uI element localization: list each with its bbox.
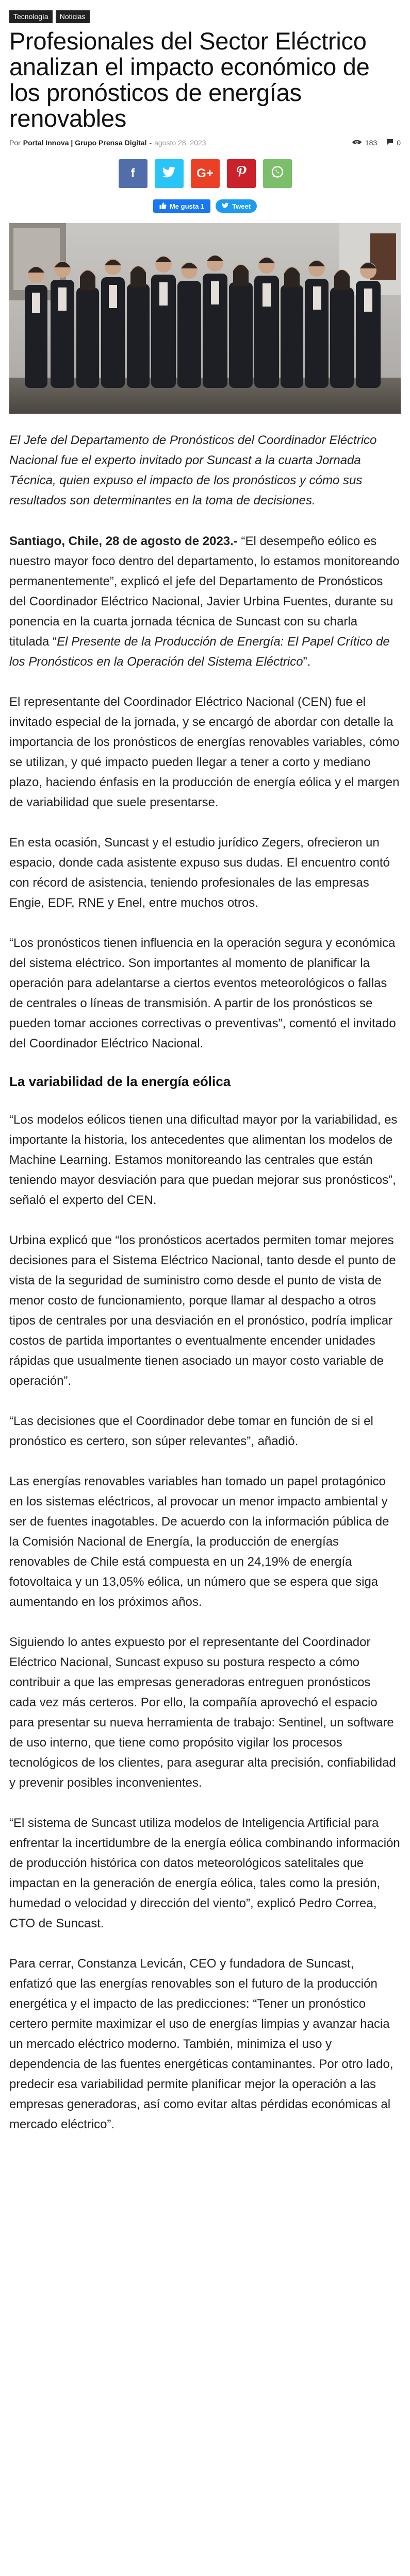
pinterest-share-button[interactable] [227,159,256,188]
paragraph-text: ”. [303,655,311,669]
paragraph-text: “El desempeño eólico es nuestro mayor foco dentro del departamento, lo estamos monitoreando permanentemente”, explicó el jefe del Departamento de Pronósticos del Coordinador Eléctrico Nacional, Javier Urbina Fuentes, durante su ponencia en la cuarta jornada técnica de Suncast con su charla titulada “ [9,534,400,649]
googleplus-icon: G+ [196,166,214,180]
category-tag-noticias[interactable]: Noticias [56,10,90,23]
category-tags [9,10,401,23]
byline [9,139,209,147]
article-paragraph: “Los modelos eólicos tienen una dificultad mayor por la variabilidad, es importante la historia, los antecedentes que alimentan los modelos de Machine Learning. Estamos monitoreando las centrales que están teniendo mayor desviación para que puedan mejorar sus pronósticos”, señaló el experto del CEN. [9,1113,398,1207]
article-lead: El Jefe del Departamento de Pronósticos del Coordinador Eléctrico Nacional fue el experto invitado por Suncast a la cuarta Jornada Técnica, quien expuso el impacto de los pronósticos y cómo sus resultados son determinantes en la toma de decisiones. [9,433,377,507]
comments-counter[interactable] [386,139,401,147]
article-paragraph: En esta ocasión, Suncast y el estudio jurídico Zegers, ofrecieron un espacio, donde cada asistente expuso sus dudas. El encuentro contó con récord de asistencia, teniendo profesionales de las empresas Engie, EDF, RNE y Enel, entre muchos otros. [9,836,390,910]
whatsapp-icon [271,165,284,182]
article-paragraph: “El sistema de Suncast utiliza modelos de Inteligencia Artificial para enfrentar la incertidumbre de la energía eólica combinando información de producción histórica con datos meteorológicos satelitales que impactan en la generación de energía eólica, tales como la presión, humedad o velocidad y dirección del viento”, explicó Pedro Correa, CTO de Suncast. [9,1816,400,1930]
talk-title: El Presente de la Producción de Energía: El Papel Crítico de los Pronósticos en la Operación del Sistema Eléctrico [9,635,390,669]
article-photo [9,223,401,414]
thumbs-up-icon [159,202,167,211]
section-heading: La variabilidad de la energía eólica [9,1074,231,1089]
publish-date: agosto 28, 2023 [154,139,206,147]
views-count: 183 [365,139,378,147]
article-paragraph: El representante del Coordinador Eléctrico Nacional (CEN) fue el invitado especial de la jornada, y se encargó de abordar con detalle la importancia de los pronósticos de energías renovables variables, cómo se utilizan, y qué impacto pueden llegar a tener a corto y mediano plazo, haciendo énfasis en la producción de energía eólica y el margen de variabilidad que suele presentarse. [9,695,400,809]
article-paragraph: Siguiendo lo antes expuesto por el representante del Coordinador Eléctrico Nacional, Suncast expuso su postura respecto a cómo contribuir a que las empresas generadoras entreguen pronósticos cada vez más certeros. Por ello, la compañía aprovechó el espacio para presentar su nueva herramienta de trabajo: Sentinel, un software de uso interno, que tiene como propósito vigilar los procesos tecnológicos de los clientes, para asegurar alta precisión, confiabilidad y prevenir posibles inconvenientes. [9,1635,396,1790]
facebook-share-button[interactable] [119,159,147,188]
byline-prefix: Por [9,139,21,147]
whatsapp-share-button[interactable] [263,159,292,188]
article-title: Profesionales del Sector Eléctrico analizan el impacto económico de los pronósticos de energías renovables [9,27,370,132]
dateline: Santiago, Chile, 28 de agosto de 2023.- [9,534,238,548]
article-body [9,531,401,2134]
tweet-button[interactable] [216,199,257,213]
article-stats [352,139,401,147]
views-counter [352,139,377,147]
eye-icon [352,139,362,147]
tweet-label: Tweet [232,202,251,210]
byline-separator: - [149,139,152,147]
social-widgets [9,199,401,213]
comments-count: 0 [397,139,401,147]
article-paragraph: Urbina explicó que “los pronósticos acertados permiten tomar mejores decisiones para el Sistema Eléctrico Nacional, tanto desde el punto de vista de la seguridad de suministro como desde el punto de vista de menor costo de funcionamiento, porque llamar al despacho a otros tipos de centrales por una desviación en el pronóstico, podría implicar costos de partida importantes o eventualmente encender unidades rápidas que usualmente tienen asociado un mayor costo variable de operación”. [9,1233,396,1388]
twitter-icon [162,166,176,181]
twitter-bird-icon [222,202,229,210]
article-paragraph: Las energías renovables variables han tomado un papel protagónico en los sistemas eléctricos, al provocar un menor impacto ambiental y ser de fuentes inagotables. De acuerdo con la información pública de la Comisión Nacional de Energía, la producción de energías renovables de Chile está compuesta en un 24,19% de energía fotovoltaica y un 13,05% eólica, un número que se espera que siga aumentando en los próximos años. [9,1475,389,1609]
comment-icon [386,139,393,147]
article-paragraph [9,531,401,672]
share-buttons [9,159,401,188]
pinterest-icon [236,165,247,182]
googleplus-share-button[interactable] [191,159,220,188]
category-tag-tecnologia[interactable]: Tecnología [9,10,53,23]
article-paragraph: Para cerrar, Constanza Levicán, CEO y fundadora de Suncast, enfatizó que las energías renovables son el futuro de la producción energética y el impacto de las predicciones: “Tener un pronóstico certero permite maximizar el uso de energías limpias y avanzar hacia un mercado eléctrico moderno. También, minimiza el uso y dependencia de las fuentes energéticas contaminantes. Por otro lado, predecir esa variabilidad permite planificar mejor la operación a las empresas generadoras, así como evitar altas pérdidas económicas al mercado eléctrico”. [9,1957,393,2131]
facebook-like-label: Me gusta 1 [169,202,205,210]
article-paragraph: “Los pronósticos tienen influencia en la operación segura y económica del sistema eléctrico. Son importantes al momento de planificar la operación para adelantarse a ciertos eventos meteorológicos o fallas de centrales o líneas de transmisión. A partir de los pronósticos se pueden tomar acciones correctivas o preventivas”, comentó el invitado del Coordinador Eléctrico Nacional. [9,936,396,1050]
author-link[interactable]: Portal Innova | Grupo Prensa Digital [23,139,147,147]
facebook-like-button[interactable] [153,199,210,213]
article-meta [9,139,401,147]
article-paragraph: “Las decisiones que el Coordinador debe tomar en función de si el pronóstico es certero, son súper relevantes”, añadió. [9,1414,373,1448]
twitter-share-button[interactable] [155,159,184,188]
facebook-icon: f [130,166,135,180]
